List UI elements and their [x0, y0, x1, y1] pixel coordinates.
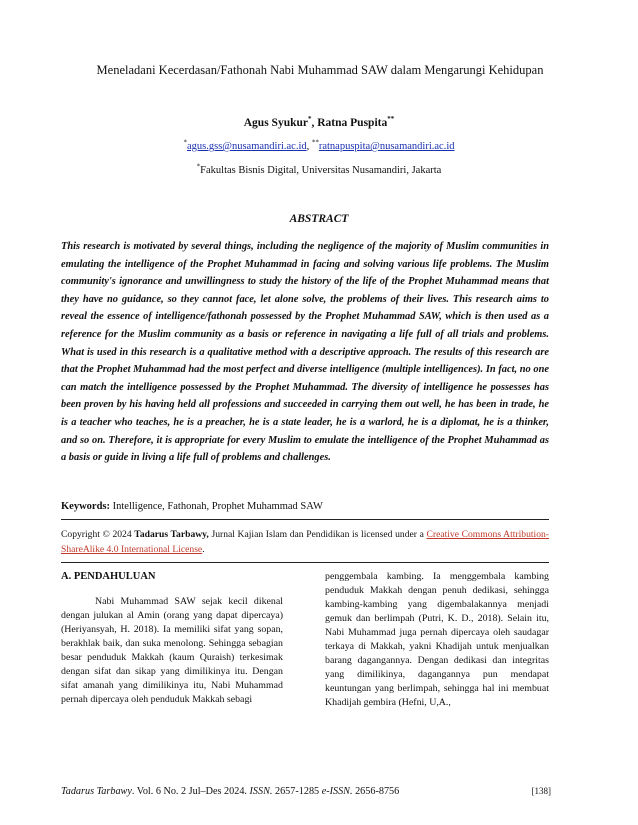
divider-top: [61, 519, 549, 520]
body-paragraph: Nabi Muhammad SAW sejak kecil dikenal dengan julukan al Amin (orang yang dapat dipercaya) (Heriyansyah, H. 2018). Ia memiliki sifat yang sopan, berakhlak baik, dan suka menolong. Sehingga sebagian besar penduduk Makkah (kaum Quraish) terkesimak dengan sifat dan sikap yang dimilikinya itu. Dengan sifat amanah yang dimilikinya itu, Nabi Muhammad pernah dipercaya oleh penduduk Makkah sebagi: [61, 596, 283, 705]
copyright-prefix: Copyright © 2024: [61, 529, 135, 540]
footer-issn-label: ISSN.: [249, 786, 273, 797]
column-left: [61, 570, 283, 707]
copyright-suffix: .: [202, 544, 205, 555]
author-marker: **: [387, 115, 395, 124]
journal-name: Tadarus Tarbawy,: [134, 529, 209, 540]
affiliation-marker: *: [196, 162, 201, 171]
section-heading: A. PENDAHULUAN: [61, 571, 156, 582]
affiliation-text: Fakultas Bisnis Digital, Universitas Nusamandiri, Jakarta: [200, 165, 442, 176]
author-line: [0, 117, 638, 129]
email-link[interactable]: ratnapuspita@nusamandiri.ac.id: [318, 141, 455, 152]
email-link[interactable]: agus.gss@nusamandiri.ac.id: [187, 141, 307, 152]
body-paragraph: penggembala kambing. Ia menggembala kambing penduduk Makkah dengan penuh dedikasi, sehingga kambing-kambing yang digembalakannya menjadi gemuk dan berlimpah (Putri, K. D., 2018). Selain itu, Nabi Muhammad juga pernah dipercaya oleh saudagar terkaya di Makkah, yakni Khadijah untuk menjualkan barang dagangannya. Dengan dedikasi dan integritas yang dimilikinya, dagangannya pun mendapat keuntungan yang berlimpah, sehingga hal ini membuat Khadijah gembira (Hefni, U,A.,: [325, 571, 549, 708]
paper-title: Meneladani Kecerdasan/Fathonah Nabi Muhammad SAW dalam Mengarungi Kehidupan: [96, 63, 544, 77]
divider-bottom: [61, 562, 549, 563]
email-separator: ,: [306, 141, 312, 152]
keywords-text: Intelligence, Fathonah, Prophet Muhammad SAW: [110, 501, 323, 512]
email-marker: **: [311, 138, 319, 147]
page-footer: [61, 786, 551, 797]
footer-issn: 2657-1285: [272, 786, 322, 797]
license-link[interactable]: Creative Commons Attribution-ShareAlike 4.0 International License: [61, 529, 549, 555]
email-marker: *: [183, 138, 187, 147]
footer-volume: . Vol. 6 No. 2 Jul–Des 2024.: [131, 786, 250, 797]
footer-eissn-label: e-ISSN.: [321, 786, 353, 797]
affiliation: [0, 162, 638, 176]
author-separator: ,: [311, 117, 318, 129]
author-name: Agus Syukur: [243, 117, 308, 129]
author-marker: *: [308, 115, 312, 124]
email-line: [0, 138, 638, 152]
keywords-label: Keywords:: [61, 501, 110, 512]
abstract-heading: ABSTRACT: [289, 213, 349, 225]
keywords: [61, 500, 549, 514]
footer-journal: Tadarus Tarbawy: [61, 786, 132, 797]
column-right: [325, 570, 549, 710]
page-number: [138]: [531, 786, 551, 796]
author-name: Ratna Puspita: [317, 117, 388, 129]
footer-eissn: 2656-8756: [352, 786, 400, 797]
copyright-notice: [61, 527, 549, 557]
copyright-middle: Jurnal Kajian Islam dan Pendidikan is licensed under a: [208, 529, 427, 540]
abstract-body: This research is motivated by several things, including the negligence of the majority of Muslim communities in emulating the intelligence of the Prophet Muhammad in facing and solving various life problems. The Muslim community's ignorance and unwillingness to study the history of the life of the Prophet Muhammad means that they have no guidance, so they cannot face, let alone solve, the problems of their lives. This research aims to reveal the essence of intelligence/fathonah possessed by the Prophet Muhammad SAW, which is then used as a reference for the Muslim community as a basis or reference in navigating a life full of all trials and problems. What is used in this research is a qualitative method with a descriptive approach. The results of this research are that the Prophet Muhammad had the most perfect and diverse intelligence (multiple intelligences). In fact, no one can match the intelligence possessed by the Prophet Muhammad. The diversity of intelligence he possesses has been proven by his having held all professions and succeeded in carrying them out well, he has been in trade, he is a teacher who teaches, he is a preacher, he is a state leader, he is a warlord, he is a diplomat, he is a thinker, and so on. Therefore, it is appropriate for every Muslim to emulate the intelligence of the Prophet Muhammad as a basis or guide in living a life full of problems and challenges.: [61, 241, 549, 464]
